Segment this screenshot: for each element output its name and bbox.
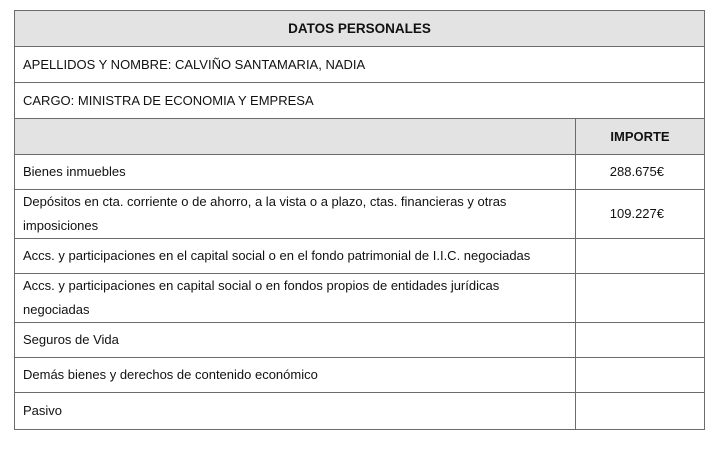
table-title: DATOS PERSONALES [15, 11, 705, 47]
table-row [15, 358, 705, 393]
name-field: APELLIDOS Y NOMBRE: CALVIÑO SANTAMARIA, NADIA [15, 47, 705, 83]
name-row [15, 47, 705, 83]
row-amount-iic-shares [576, 239, 705, 274]
row-label-entity-shares: Accs. y participaciones en capital social o en fondos propios de entidades jurídicas negociadas [15, 274, 576, 323]
amount-column-header: IMPORTE [576, 119, 705, 155]
table-row [15, 274, 705, 323]
row-label-iic-shares: Accs. y participaciones en el capital social o en el fondo patrimonial de I.I.C. negociadas [15, 239, 576, 274]
position-field: CARGO: MINISTRA DE ECONOMIA Y EMPRESA [15, 83, 705, 119]
declaration-sheet [14, 10, 704, 430]
row-label-liabilities: Pasivo [15, 393, 576, 430]
row-label-life-insurance: Seguros de Vida [15, 323, 576, 358]
title-row [15, 11, 705, 47]
assets-declaration-table [14, 10, 705, 430]
row-amount-other-assets [576, 358, 705, 393]
row-label-deposits: Depósitos en cta. corriente o de ahorro, a la vista o a plazo, ctas. financieras y otras imposiciones [15, 190, 576, 239]
row-amount-entity-shares [576, 274, 705, 323]
row-amount-life-insurance [576, 323, 705, 358]
row-label-other-assets: Demás bienes y derechos de contenido económico [15, 358, 576, 393]
concept-column-header [15, 119, 576, 155]
row-amount-deposits: 109.227€ [576, 190, 705, 239]
table-row [15, 393, 705, 430]
row-amount-real-estate: 288.675€ [576, 155, 705, 190]
table-row [15, 190, 705, 239]
row-amount-liabilities [576, 393, 705, 430]
table-row [15, 155, 705, 190]
position-row [15, 83, 705, 119]
table-row [15, 323, 705, 358]
table-row [15, 239, 705, 274]
column-header-row [15, 119, 705, 155]
row-label-real-estate: Bienes inmuebles [15, 155, 576, 190]
